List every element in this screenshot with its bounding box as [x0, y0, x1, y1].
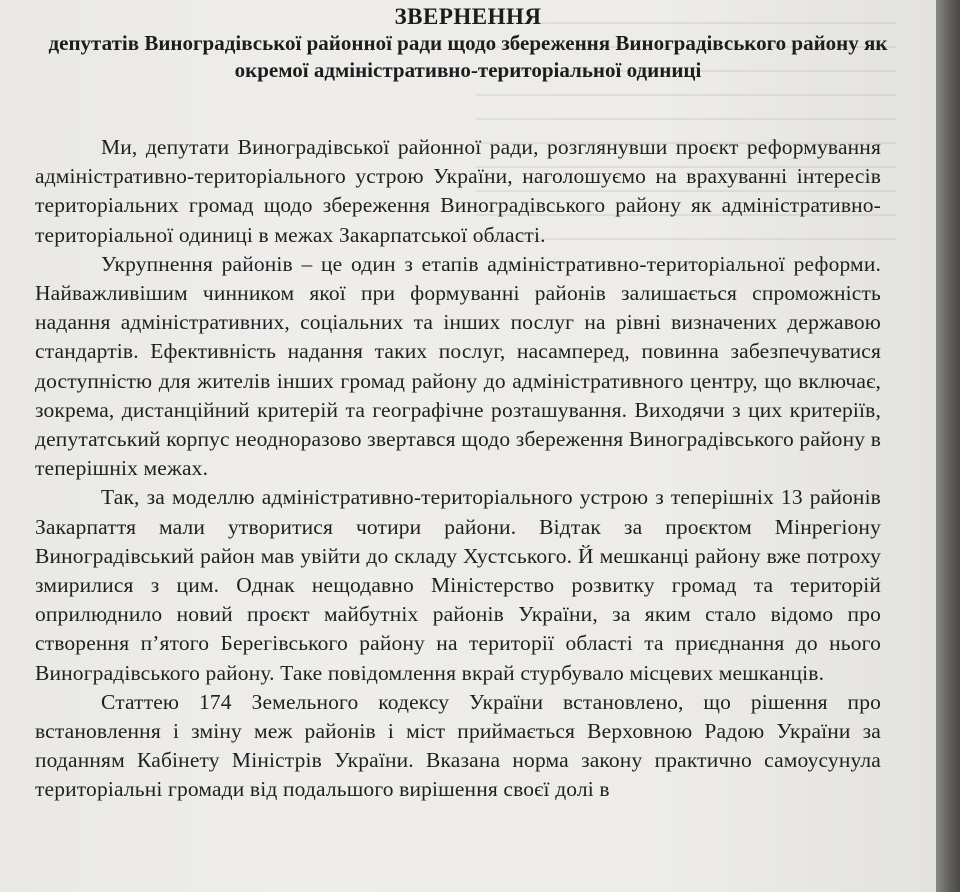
- paragraph-3: Так, за моделлю адміністративно-територіального устрою з теперішніх 13 районів Закарпаття мали утворитися чотири райони. Відтак за проєктом Мінрегіону Виноградівський район мав увійти до складу Хустського. Й мешканці району вже потроху змирилися з цим. Однак нещодавно Міністерство розвитку громад та територій оприлюднило новий проєкт майбутніх районів України, за яким стало відомо про створення п’ятого Берегівського району на території області та приєднання до нього Виноградівського району. Таке повідомлення вкрай стурбувало місцевих мешканців.: [35, 485, 881, 685]
- paragraph-2: Укрупнення районів – це один з етапів адміністративно-територіальної реформи. Найважливішим чинником якої при формуванні районів залишається спроможність надання адміністративних, соціальних та інших послуг на рівні визначених державою стандартів. Ефективність надання таких послуг, насамперед, повинна забезпечуватися доступністю для жителів інших громад району до адміністративного центру, що включає, зокрема, дистанційний критерій та географічне розташування. Виходячи з цих критеріїв, депутатський корпус неодноразово звертався щодо збереження Виноградівського району в теперішніх межах.: [35, 251, 881, 481]
- document-header: [0, 4, 936, 84]
- page-edge-shadow: [936, 0, 960, 892]
- document-subtitle: депутатів Виноградівської районної ради щодо збереження Виноградівського району як окремої адміністративно-територіальної одиниці: [48, 31, 888, 82]
- document-body: [35, 133, 881, 805]
- paragraph-1: Ми, депутати Виноградівської районної ради, розглянувши проєкт реформування адміністративно-територіального устрою України, наголошуємо на врахуванні інтересів територіальних громад щодо збереження Виноградівського району як адміністративно-територіальної одиниці в межах Закарпатської області.: [35, 135, 881, 247]
- paragraph-4: Статтею 174 Земельного кодексу України встановлено, що рішення про встановлення і зміну меж районів і міст приймається Верховною Радою України за поданням Кабінету Міністрів України. Вказана норма закону практично самоусунула територіальні громади від подальшого вирішення своєї долі в: [35, 689, 881, 802]
- document-title: ЗВЕРНЕННЯ: [394, 4, 542, 29]
